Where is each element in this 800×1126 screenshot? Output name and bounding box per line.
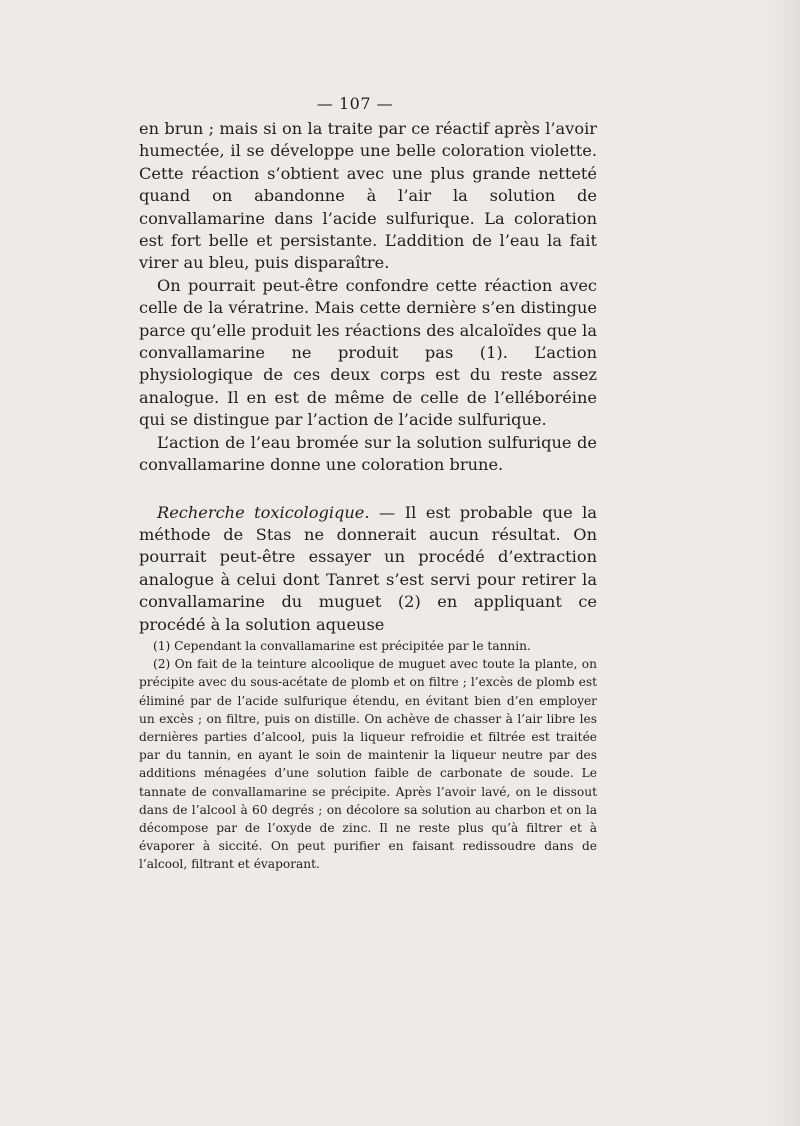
paragraph-3: L’action de l’eau bromée sur la solution sulfurique de convallamarine donne une coloration brune. <box>139 432 597 475</box>
section-text: — Il est probable que la méthode de Stas ne donnerait aucun résultat. On pourrait peut-être essayer un procédé d’extraction analogue à celui dont Tanret s’est servi pour retirer la convallamarine du muguet (2) en appliquant ce procédé à la solution aqueuse <box>139 502 598 634</box>
section-heading: Recherche toxicologique. <box>157 502 370 522</box>
page-number: — 107 — <box>316 94 394 113</box>
footnotes <box>139 637 597 874</box>
page-edge-shadow <box>766 0 800 1126</box>
section-paragraph <box>139 502 597 636</box>
paragraph-1: en brun ; mais si on la traite par ce réactif après l’avoir humectée, il se développe une belle coloration violette. Cette réaction s’obtient avec une plus grande netteté quand on abandonne à l’air la solution de convallamarine dans l’acide sulfurique. La coloration est fort belle et persistante. L’addition de l’eau la fait virer au bleu, puis disparaître. <box>139 119 597 273</box>
footnote-1: (1) Cependant la convallamarine est précipitée par le tannin. <box>153 639 531 653</box>
main-text <box>139 118 597 636</box>
paragraph-2: On pourrait peut-être confondre cette réaction avec celle de la vératrine. Mais cette dernière s’en distingue parce qu’elle produit les réactions des alcaloïdes que la convallamarine ne produit pas (1). L’action physiologique de ces deux corps est du reste assez analogue. Il en est de même de celle de l’elléboréine qui se distingue par l’action de l’acide sulfurique. <box>139 275 597 430</box>
footnote-2: (2) On fait de la teinture alcoolique de muguet avec toute la plante, on précipite avec du sous-acétate de plomb et on filtre ; l’excès de plomb est éliminé par de l’acide sulfurique étendu, en évitant bien d’en employer un excès ; on filtre, puis on distille. On achève de chasser à l’air libre les dernières parties d’alcool, puis la liqueur refroidie et filtrée est traitée par du tannin, en ayant le soin de maintenir la liqueur neutre par des additions ménagées d’une solution faible de carbonate de soude. Le tannate de convallamarine se précipite. Après l’avoir lavé, on le dissout dans de l’alcool à 60 degrés ; on décolore sa solution au charbon et on la décompose par de l’oxyde de zinc. Il ne reste plus qu’à filtrer et à évaporer à siccité. On peut purifier en faisant redissoudre dans de l’alcool, filtrant et évaporant. <box>139 657 597 872</box>
